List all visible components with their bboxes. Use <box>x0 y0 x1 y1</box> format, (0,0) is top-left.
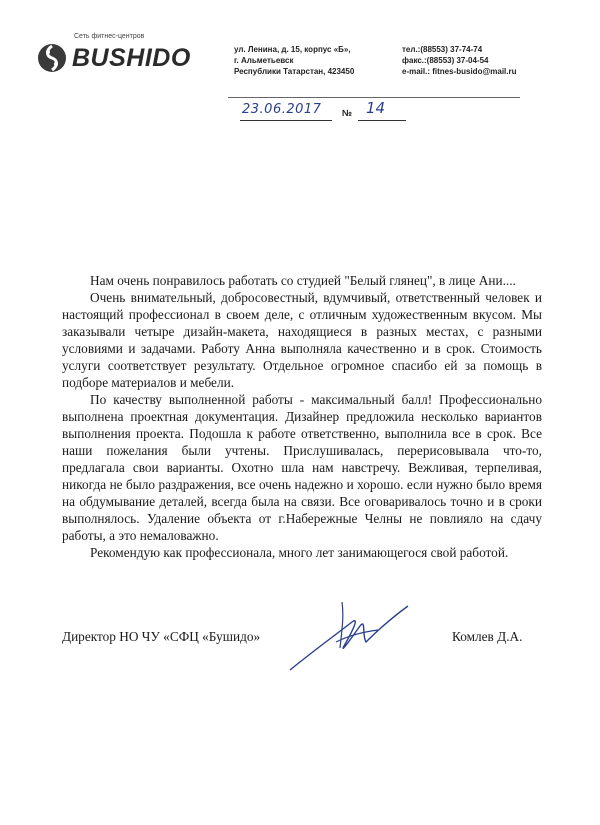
company-logo <box>38 33 218 79</box>
company-contacts <box>402 44 516 77</box>
letter-paragraph: По качеству выполненной работы - максимальный балл! Профессионально выполнена проектная документация. Дизайнер предложила несколько вариантов выполнения проекта. Подошла к работе ответственно, выполнила все в срок. Все наши пожелания были учтены. Прислушивалась, перерисовывала что-то, предлагала свои варианты. Охотно шла нам навстречу. Вежливая, терпеливая, никогда не было раздражения, все очень надежно и хорошо. если нужно было время на обдумывание деталей, всегда была на связи. Все оговаривалось точно и в сроки выполнялось. Удаление объекта от г.Набережные Челны не повлияло на сдачу работы, а это немаловажно. <box>62 392 542 543</box>
contact-fax: факс.:(88553) 37-04-54 <box>402 56 489 65</box>
address-line: ул. Ленина, д. 15, корпус «Б», <box>234 45 351 54</box>
logo-subtitle: Сеть фитнес-центров <box>74 33 145 40</box>
letter-paragraph: Очень внимательный, добросовестный, вдумчивый, ответственный человек и настоящий профессионал в своем деле, с отличным художественным вкусом. Мы заказывали четыре дизайн-макета, находящиеся в разных местах, с разными условиями и задачами. Работу Анна выполняла качественно и в срок. Стоимость услуги соответствует результату. Отдельное огромное спасибо ей за помощь в подборе материалов и мебели. <box>62 290 542 390</box>
letter-paragraph: Рекомендую как профессионала, много лет занимающегося свой работой. <box>90 545 509 560</box>
address-line: г. Альметьевск <box>234 56 294 65</box>
date-underline <box>240 120 332 121</box>
number-label: № <box>342 108 353 118</box>
company-address <box>234 44 354 77</box>
signatory-title: Директор НО ЧУ «СФЦ «Бушидо» <box>62 629 261 644</box>
number-underline <box>358 120 406 121</box>
logo-icon <box>38 44 66 72</box>
document-date: 23.06.2017 <box>242 102 322 117</box>
header-divider <box>228 97 520 98</box>
contact-phone: тел.:(88553) 37-74-74 <box>402 45 483 54</box>
handwritten-signature <box>282 596 412 681</box>
document-number: 14 <box>366 99 386 117</box>
logo-name: BUSHIDO <box>72 44 191 72</box>
letter-paragraph: Нам очень понравилось работать со студией "Белый глянец", в лице Ани.... <box>90 273 516 288</box>
contact-email: e-mail.: fitnes-busido@mail.ru <box>402 67 517 76</box>
address-line: Республики Татарстан, 423450 <box>234 67 355 76</box>
letter-body <box>62 272 542 561</box>
signatory-name: Комлев Д.А. <box>452 629 523 644</box>
